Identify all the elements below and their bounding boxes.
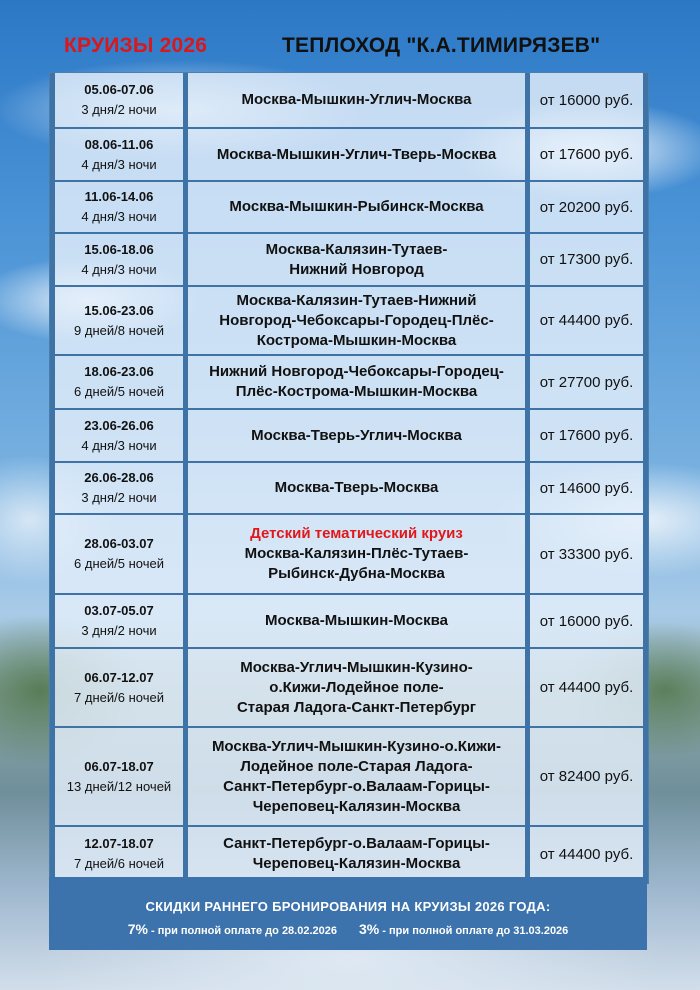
route-line: Москва-Тверь-Москва xyxy=(274,479,439,496)
route-line: Нижний Новгород-Чебоксары-Городец- xyxy=(209,363,504,380)
route-cell xyxy=(183,827,525,881)
route-line: Москва-Калязин-Тутаев- xyxy=(265,240,448,258)
date-range: 11.06-14.06 xyxy=(84,189,154,204)
route-line: о.Кижи-Лодейное поле- xyxy=(269,678,444,696)
price: от 44400 руб. xyxy=(539,679,634,696)
price: от 16000 руб. xyxy=(539,612,634,630)
duration: 4 дня/3 ночи xyxy=(81,261,157,277)
table-row xyxy=(50,410,648,463)
route-line: Москва-Калязин-Плёс-Тутаев- xyxy=(244,545,469,562)
route-line: Москва-Мышкин-Москва xyxy=(265,612,448,629)
date-cell xyxy=(50,129,183,180)
date-cell xyxy=(50,595,183,647)
route-line: Москва-Углич-Мышкин-Кузино- xyxy=(240,658,473,676)
duration: 6 дней/5 ночей xyxy=(74,556,164,571)
route-cell xyxy=(183,463,525,513)
price-cell xyxy=(525,463,648,513)
table-row xyxy=(50,129,648,182)
date-range: 08.06-11.06 xyxy=(84,136,154,152)
route-cell xyxy=(183,410,525,461)
price: от 27700 руб. xyxy=(539,373,634,391)
route-cell xyxy=(183,182,525,232)
route-line: Новгород-Чебоксары-Городец-Плёс- xyxy=(219,311,494,329)
date-range: 28.06-03.07 xyxy=(84,536,154,551)
table-row xyxy=(50,463,648,515)
route-line: Москва-Мышкин-Углич-Москва xyxy=(241,91,472,108)
table-row xyxy=(50,649,648,728)
route-cell xyxy=(183,595,525,647)
date-cell xyxy=(50,728,183,825)
discount2-percent: 3% xyxy=(359,921,380,937)
date-range: 12.07-18.07 xyxy=(84,836,154,851)
route-cell xyxy=(183,234,525,285)
route-line: Рыбинск-Дубна-Москва xyxy=(268,565,445,582)
duration: 3 дня/2 ночи xyxy=(81,623,157,638)
date-range: 15.06-23.06 xyxy=(84,302,154,318)
route-cell xyxy=(183,356,525,408)
date-range: 06.07-18.07 xyxy=(84,758,154,774)
duration: 3 дня/2 ночи xyxy=(81,102,157,117)
date-cell xyxy=(50,73,183,127)
price: от 44400 руб. xyxy=(539,845,634,863)
route-line: Плёс-Кострома-Мышкин-Москва xyxy=(235,383,478,400)
route-cell xyxy=(183,287,525,354)
price-cell xyxy=(525,649,648,726)
route-cell xyxy=(183,73,525,127)
table-row xyxy=(50,234,648,287)
price: от 17600 руб. xyxy=(539,427,634,444)
duration: 6 дней/5 ночей xyxy=(74,384,164,399)
route-cell xyxy=(183,728,525,825)
price-cell xyxy=(525,73,648,127)
route-cell xyxy=(183,649,525,726)
price-cell xyxy=(525,410,648,461)
date-cell xyxy=(50,356,183,408)
table-row xyxy=(50,515,648,595)
date-cell xyxy=(50,649,183,726)
ship-title: ТЕПЛОХОД "К.А.ТИМИРЯЗЕВ" xyxy=(282,34,601,57)
route-line: Санкт-Петербург-о.Валаам-Горицы- xyxy=(223,835,490,852)
duration: 4 дня/3 ночи xyxy=(81,437,157,453)
price: от 33300 руб. xyxy=(539,545,634,563)
price: от 16000 руб. xyxy=(539,91,634,109)
duration: 13 дней/12 ночей xyxy=(66,778,172,794)
route-line: Череповец-Калязин-Москва xyxy=(252,855,461,872)
cruises-title: КРУИЗЫ 2026 xyxy=(64,34,208,57)
price-cell xyxy=(525,595,648,647)
route-line: Нижний Новгород xyxy=(289,260,424,278)
date-range: 06.07-12.07 xyxy=(84,669,154,685)
duration: 9 дней/8 ночей xyxy=(74,322,164,338)
date-cell xyxy=(50,827,183,881)
price-cell xyxy=(525,827,648,881)
duration: 3 дня/2 ночи xyxy=(81,490,157,505)
footer-title: СКИДКИ РАННЕГО БРОНИРОВАНИЯ НА КРУИЗЫ 2026 ГОДА: xyxy=(145,899,551,914)
table-row xyxy=(50,356,648,410)
price-cell xyxy=(525,728,648,825)
price: от 82400 руб. xyxy=(539,768,634,785)
date-cell xyxy=(50,182,183,232)
table-row xyxy=(50,728,648,827)
date-cell xyxy=(50,234,183,285)
price: от 44400 руб. xyxy=(539,312,634,329)
route-line: Москва-Мышкин-Рыбинск-Москва xyxy=(229,198,484,215)
date-range: 15.06-18.06 xyxy=(84,241,154,257)
route-line: Москва-Тверь-Углич-Москва xyxy=(251,426,462,444)
table-row xyxy=(50,827,648,883)
date-cell xyxy=(50,287,183,354)
route-line: Москва-Мышкин-Углич-Тверь-Москва xyxy=(216,145,497,163)
discount2-text: - при полной оплате до 31.03.2026 xyxy=(379,925,569,937)
price: от 14600 руб. xyxy=(539,479,634,497)
duration: 4 дня/3 ночи xyxy=(81,209,157,224)
route-line: Москва-Углич-Мышкин-Кузино-о.Кижи- xyxy=(211,737,502,755)
price-cell xyxy=(525,287,648,354)
header xyxy=(0,24,700,60)
early-booking-footer xyxy=(49,877,647,950)
duration: 7 дней/6 ночей xyxy=(74,689,164,705)
table-row xyxy=(50,287,648,356)
table-row xyxy=(50,73,648,129)
route-highlight: Детский тематический круиз xyxy=(250,525,463,542)
duration: 7 дней/6 ночей xyxy=(74,856,164,871)
duration: 4 дня/3 ночи xyxy=(81,156,157,172)
date-range: 18.06-23.06 xyxy=(84,364,154,379)
table-row xyxy=(50,182,648,234)
price-cell xyxy=(525,515,648,593)
price-cell xyxy=(525,234,648,285)
discount1-percent: 7% xyxy=(127,921,148,937)
price: от 17600 руб. xyxy=(539,146,634,163)
price: от 17300 руб. xyxy=(539,251,634,268)
cruise-schedule-table xyxy=(49,72,649,884)
route-line: Санкт-Петербург-о.Валаам-Горицы- xyxy=(223,777,490,795)
date-range: 26.06-28.06 xyxy=(84,470,154,485)
discount1-text: - при полной оплате до 28.02.2026 xyxy=(147,925,337,937)
date-cell xyxy=(50,410,183,461)
date-range: 05.06-07.06 xyxy=(84,82,154,97)
route-cell xyxy=(183,129,525,180)
date-cell xyxy=(50,515,183,593)
table-row xyxy=(50,595,648,649)
route-line: Кострома-Мышкин-Москва xyxy=(256,331,457,349)
date-range: 03.07-05.07 xyxy=(84,603,154,618)
price-cell xyxy=(525,356,648,408)
price-cell xyxy=(525,182,648,232)
route-line: Старая Ладога-Санкт-Петербург xyxy=(236,698,477,716)
price-cell xyxy=(525,129,648,180)
route-line: Москва-Калязин-Тутаев-Нижний xyxy=(236,291,477,309)
discount-line xyxy=(49,921,647,937)
route-line: Череповец-Калязин-Москва xyxy=(252,797,461,815)
date-range: 23.06-26.06 xyxy=(84,417,154,433)
price: от 20200 руб. xyxy=(539,198,634,216)
route-cell xyxy=(183,515,525,593)
date-cell xyxy=(50,463,183,513)
route-line: Лодейное поле-Старая Ладога- xyxy=(240,757,473,775)
